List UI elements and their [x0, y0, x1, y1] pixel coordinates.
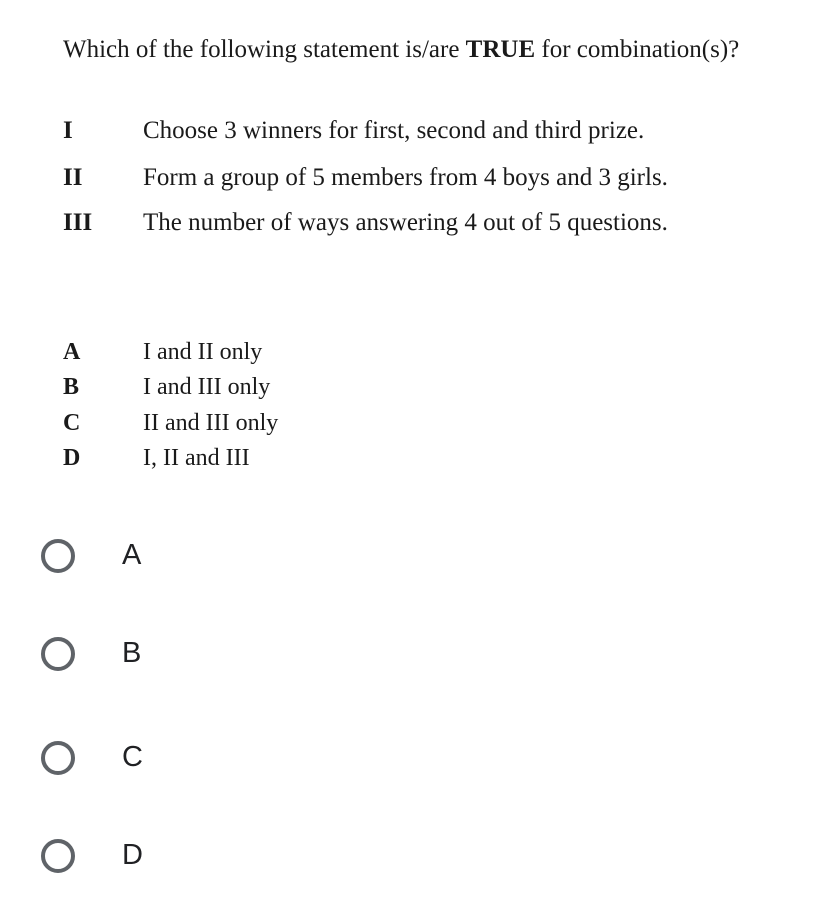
radio-button-icon[interactable] — [41, 741, 75, 775]
answer-option-label[interactable]: C — [122, 741, 143, 773]
choice-text: I and III only — [143, 374, 271, 400]
answer-option-a[interactable] — [38, 535, 338, 585]
answer-option-label[interactable]: D — [122, 839, 143, 871]
question-prefix: Which of the following statement is/are — [63, 36, 466, 63]
radio-button-icon[interactable] — [41, 839, 75, 873]
choice-text: I and II only — [143, 339, 263, 365]
choice-text: I, II and III — [143, 445, 250, 471]
statement-text: Choose 3 winners for first, second and third prize. — [143, 117, 645, 144]
question-text — [63, 34, 739, 66]
choice-letter: C — [63, 410, 81, 436]
question-emphasis: TRUE — [465, 36, 536, 63]
answer-option-label[interactable]: B — [122, 637, 142, 669]
radio-button-icon[interactable] — [41, 539, 75, 573]
answer-option-label[interactable]: A — [122, 539, 142, 571]
statement-number: III — [63, 209, 93, 236]
statement-number: I — [63, 117, 73, 144]
answer-option-b[interactable] — [38, 633, 338, 683]
statement-text: Form a group of 5 members from 4 boys and 3 girls. — [143, 164, 668, 191]
choice-letter: D — [63, 445, 81, 471]
answer-option-c[interactable] — [38, 737, 338, 787]
radio-button-icon[interactable] — [41, 637, 75, 671]
choice-text: II and III only — [143, 410, 279, 436]
statement-text: The number of ways answering 4 out of 5 questions. — [143, 209, 668, 236]
choice-letter: A — [63, 339, 81, 365]
choice-letter: B — [63, 374, 80, 400]
answer-option-d[interactable] — [38, 835, 338, 885]
statement-number: II — [63, 164, 83, 191]
question-suffix: for combination(s)? — [535, 36, 740, 63]
